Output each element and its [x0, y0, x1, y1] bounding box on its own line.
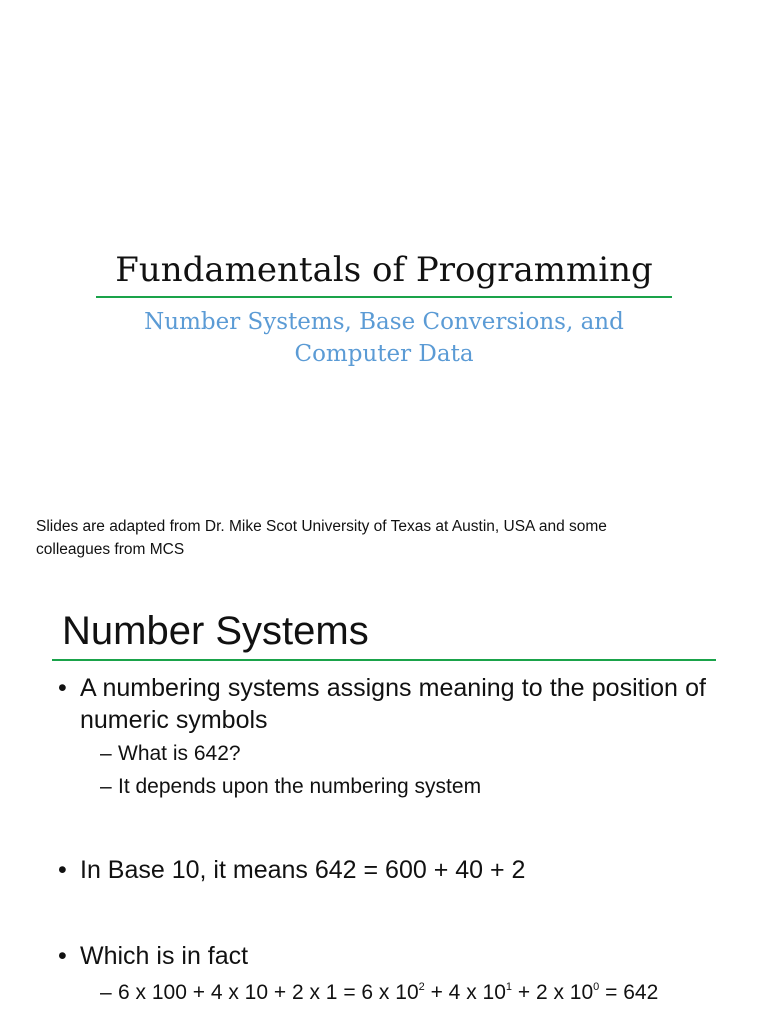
- sub-bullet-dash: –: [100, 775, 112, 798]
- bullet-dot: •: [58, 856, 67, 884]
- bullet-text: A numbering systems assigns meaning to the position of numeric symbols: [80, 674, 706, 734]
- formula-part: + 4 x 10: [424, 981, 506, 1004]
- slide-subtitle: [96, 306, 672, 370]
- title-divider: [96, 296, 672, 298]
- formula-part: + 2 x 10: [512, 981, 594, 1004]
- sub-bullet-dash: –: [100, 742, 112, 765]
- subtitle-line-1: Number Systems, Base Conversions, and: [144, 309, 624, 335]
- credit-line-2: colleagues from MCS: [36, 541, 185, 558]
- exponent: 1: [505, 981, 513, 993]
- slide-title: Number Systems: [62, 609, 369, 653]
- sub-bullet-expansion: [100, 978, 720, 1008]
- sub-bullet-what-is-642: [100, 739, 720, 769]
- expansion-formula: [100, 978, 720, 1008]
- exponent: 0: [593, 981, 600, 993]
- bullet-base-10: [58, 854, 706, 886]
- formula-part: = 642: [599, 981, 659, 1004]
- bullet-text: In Base 10, it means 642 = 600 + 40 + 2: [80, 856, 526, 884]
- exponent: 2: [418, 981, 425, 993]
- number-systems-slide: [0, 590, 768, 1024]
- bullet-numbering-systems: [58, 672, 706, 736]
- bullet-which-is-in-fact: [58, 940, 706, 972]
- bullet-dot: •: [58, 942, 67, 970]
- bullet-dot: •: [58, 674, 67, 702]
- sub-bullet-dash: –: [100, 981, 112, 1004]
- subtitle-line-2: Computer Data: [294, 341, 474, 367]
- credit-text: [36, 515, 726, 561]
- slide-title: Fundamentals of Programming: [115, 250, 653, 290]
- formula-part: 6 x 100 + 4 x 10 + 2 x 1 = 6 x 10: [118, 981, 419, 1004]
- sub-bullet-text: It depends upon the numbering system: [118, 775, 482, 798]
- bullet-text: Which is in fact: [80, 942, 249, 970]
- sub-bullet-depends: [100, 772, 720, 802]
- title-divider: [52, 659, 716, 661]
- sub-bullet-text: What is 642?: [118, 742, 241, 765]
- credit-line-1: Slides are adapted from Dr. Mike Scot University of Texas at Austin, USA and some: [36, 518, 607, 535]
